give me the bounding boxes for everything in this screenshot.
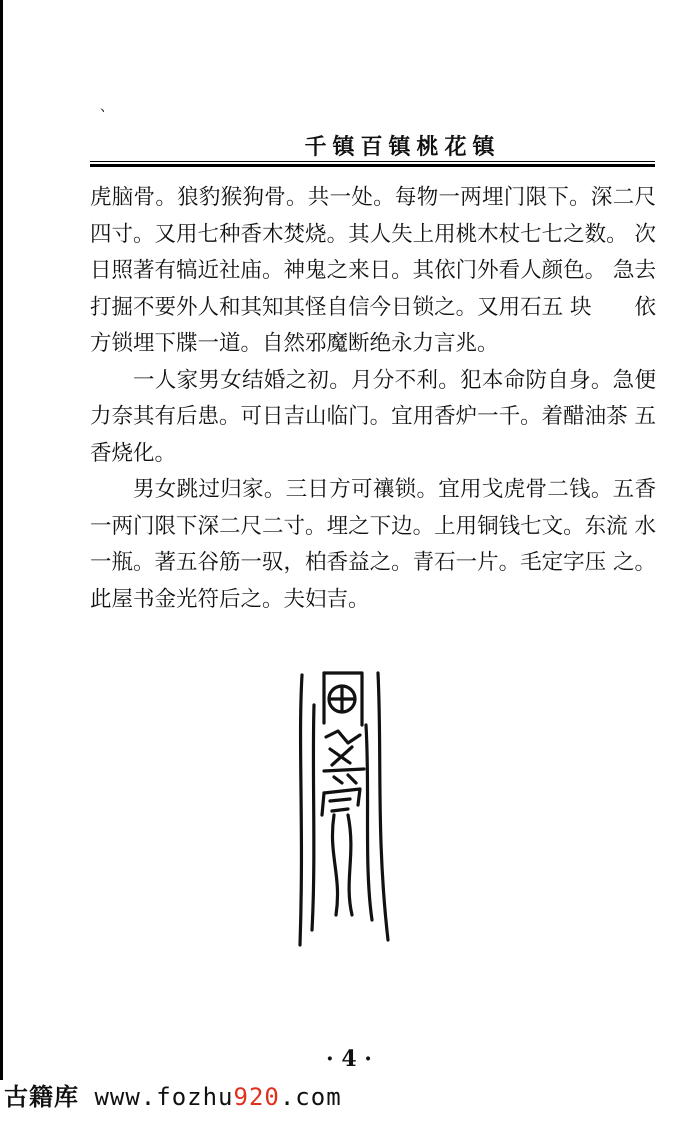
watermark-url-digits: 920 (233, 1083, 280, 1111)
talisman-seal (290, 665, 400, 955)
watermark-url-suffix: .com (279, 1083, 342, 1111)
paragraph-2: 一人家男女结婚之初。月分不利。犯本命防自身。急便力奈其有后患。可日吉山临门。宜用香炉一千。着醋油茶 五香烧化。 (90, 367, 656, 466)
header-rule-thick (90, 164, 655, 167)
scan-edge (0, 0, 3, 1080)
watermark-url-prefix: www.fozhu (79, 1083, 234, 1111)
body-text (90, 180, 656, 618)
header-rule (90, 161, 655, 162)
watermark-site-name: 古籍库 (4, 1083, 79, 1111)
paragraph-3: 男女跳过归家。三日方可禳锁。宜用戈虎骨二钱。五香一两门限下深二尺二寸。埋之下边。上用铜钱七文。东流 水一瓶。著五谷筋一驭，柏香益之。青石一片。毛定字压 之。此屋书金光符后之。夫妇吉。 (90, 477, 656, 612)
site-watermark (4, 1080, 342, 1114)
running-head: 千镇百镇桃花镇 (304, 134, 501, 160)
page-number: · 4 · (326, 1046, 372, 1072)
stray-mark: 、 (100, 99, 114, 115)
paragraph-1: 虎脑骨。狼豹猴狗骨。共一处。每物一两埋门限下。深二尺 四寸。又用七种香木焚烧。其人失上用桃木杖七七之数。 次日照著有犒近社庙。神鬼之来日。其依门外看人颜色。 急去打掘不要外人和其知其怪自信今日锁之。又用石五 块 依方锁埋下牒一道。自然邪魔断绝永力言兆。 (90, 185, 656, 356)
